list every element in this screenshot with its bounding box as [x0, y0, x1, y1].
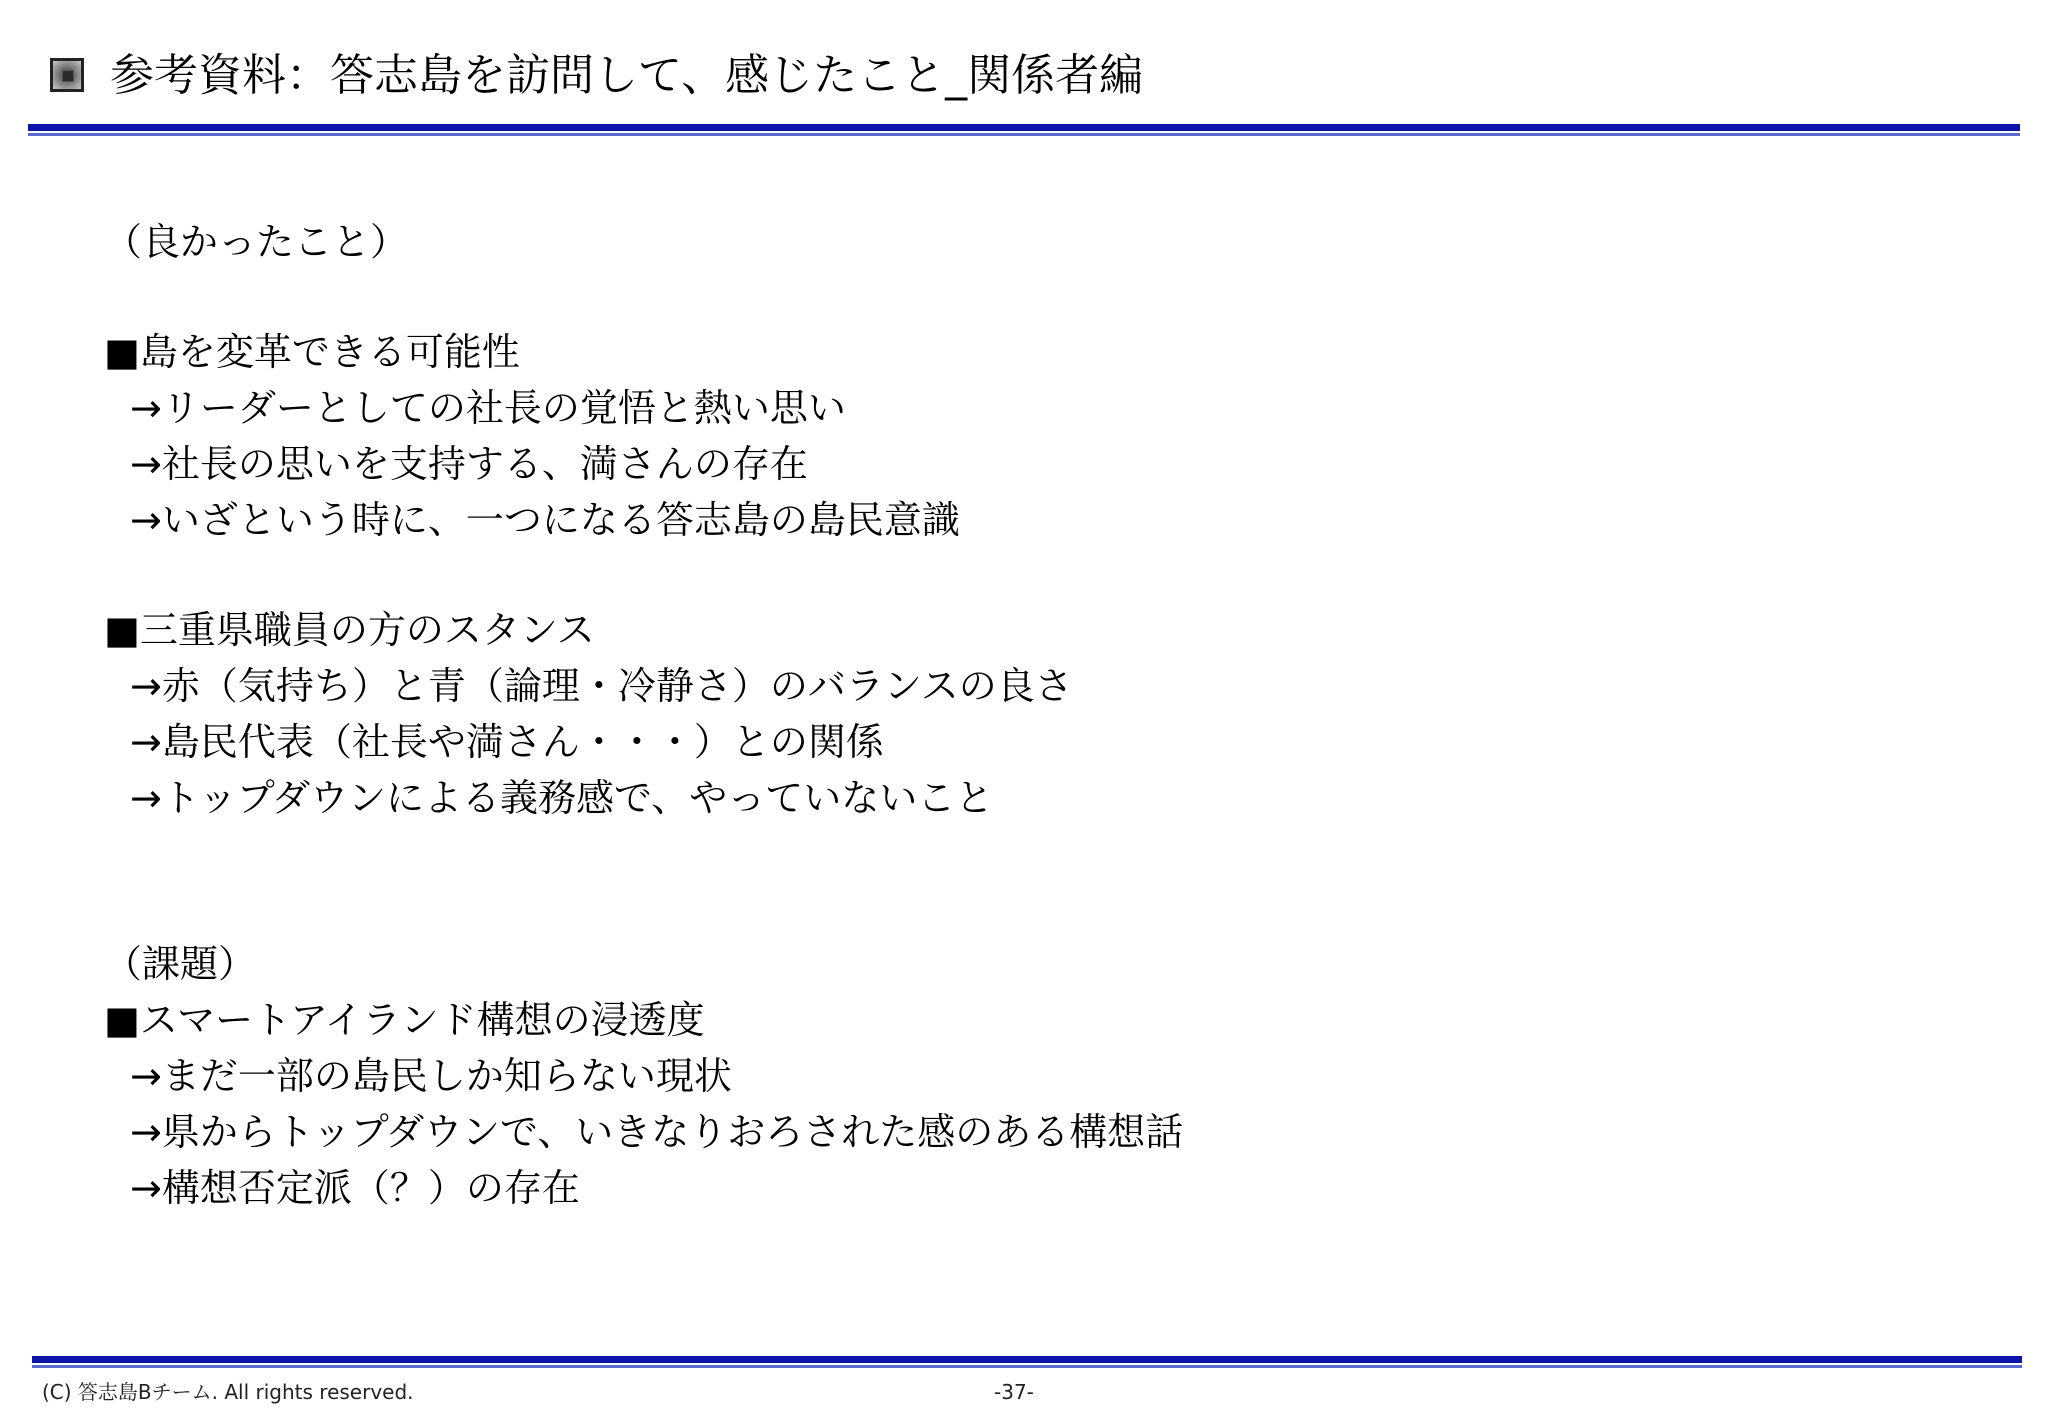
list-item: →いざという時に、一つになる答志島の島民意識: [130, 498, 960, 542]
page-title: 参考資料：答志島を訪問して、感じたこと_関係者編: [110, 50, 1144, 101]
page-number: -37-: [994, 1380, 1034, 1404]
list-item: →島民代表（社長や満さん・・・）との関係: [130, 720, 884, 764]
footer-rule-thin: [32, 1365, 2022, 1368]
square-bullet-icon: [50, 58, 84, 92]
list-item: →社長の思いを支持する、満さんの存在: [130, 442, 808, 486]
list-item: →リーダーとしての社長の覚悟と熱い思い: [130, 386, 846, 430]
header-rule: [28, 124, 2020, 131]
square-bullet-icon-center: [62, 70, 74, 82]
group-label-island-transformation: ■島を変革できる可能性: [104, 330, 520, 374]
list-item: →トップダウンによる義務感で、やっていないこと: [130, 776, 994, 820]
header-rule-thin: [28, 133, 2020, 136]
group-label-prefecture-staff: ■三重県職員の方のスタンス: [104, 608, 595, 652]
footer-copyright: (C) 答志島Bチーム. All rights reserved.: [42, 1380, 414, 1404]
list-item: →赤（気持ち）と青（論理・冷静さ）のバランスの良さ: [130, 664, 1073, 708]
section-heading-issues: （課題）: [104, 942, 257, 986]
list-item: →まだ一部の島民しか知らない現状: [130, 1054, 732, 1098]
group-label-smart-island: ■スマートアイランド構想の浸透度: [104, 998, 705, 1042]
section-heading-good: （良かったこと）: [104, 220, 409, 264]
footer-rule: [32, 1356, 2022, 1363]
list-item: →県からトップダウンで、いきなりおろされた感のある構想話: [130, 1110, 1184, 1154]
list-item: →構想否定派（？）の存在: [130, 1166, 580, 1210]
